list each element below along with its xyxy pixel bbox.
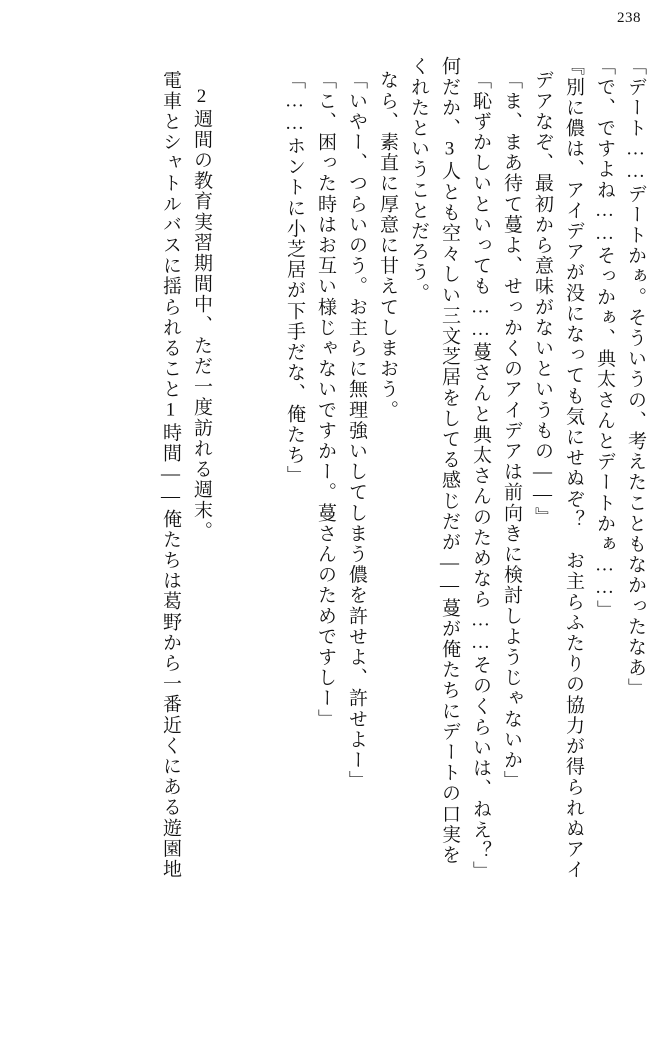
text-line [211,56,242,1032]
text-line: 「で、ですよね……そっかぁ、典太さんとデートかぁ……」 [594,56,615,621]
text-line: 『別に儂は、アイデアが没になっても気にせぬぞ？ お主らふたりの協力が得られぬアイ [563,56,584,880]
text-line: デアなぞ、最初から意味がないというもの――』 [532,70,553,528]
text-line: 「……ホントに小芝居が下手だな、俺たち」 [284,70,305,486]
text-line: 何だか、3人とも空々しい三文芝居をしてる感じだが――蔓が俺たちにデートの口実を [439,56,460,866]
text-line [242,56,273,1032]
text-line: 「いやー、つらいのう。お主らに無理強いしてしまう儂を許せよ、許せよー」 [346,70,367,791]
text-line: 2週間の教育実習期間中、ただ一度訪れる週末。 [191,86,212,542]
text-line: 「こ、困った時はお互い様じゃないですかー。蔓さんのためですしー」 [315,70,336,730]
text-line: 電車とシャトルバスに揺られること1時間――俺たちは葛野から一番近くにある遊園地 [160,70,181,880]
text-line: 「ま、まあ待て蔓よ、せっかくのアイデアは前向きに検討しようじゃないか」 [501,70,522,791]
vertical-body-text [24,56,645,1032]
text-line: くれたということだろう。 [408,56,429,304]
page-number: 238 [617,10,641,26]
text-line: なら、素直に厚意に甘えてしまおう。 [377,70,398,421]
text-line: 「デート……デートかぁ。そういうの、考えたこともなかったなあ」 [625,56,646,699]
text-line: 「恥ずかしいといっても……蔓さんと典太さんのためなら……そのくらいは、ねえ？」 [470,70,491,882]
